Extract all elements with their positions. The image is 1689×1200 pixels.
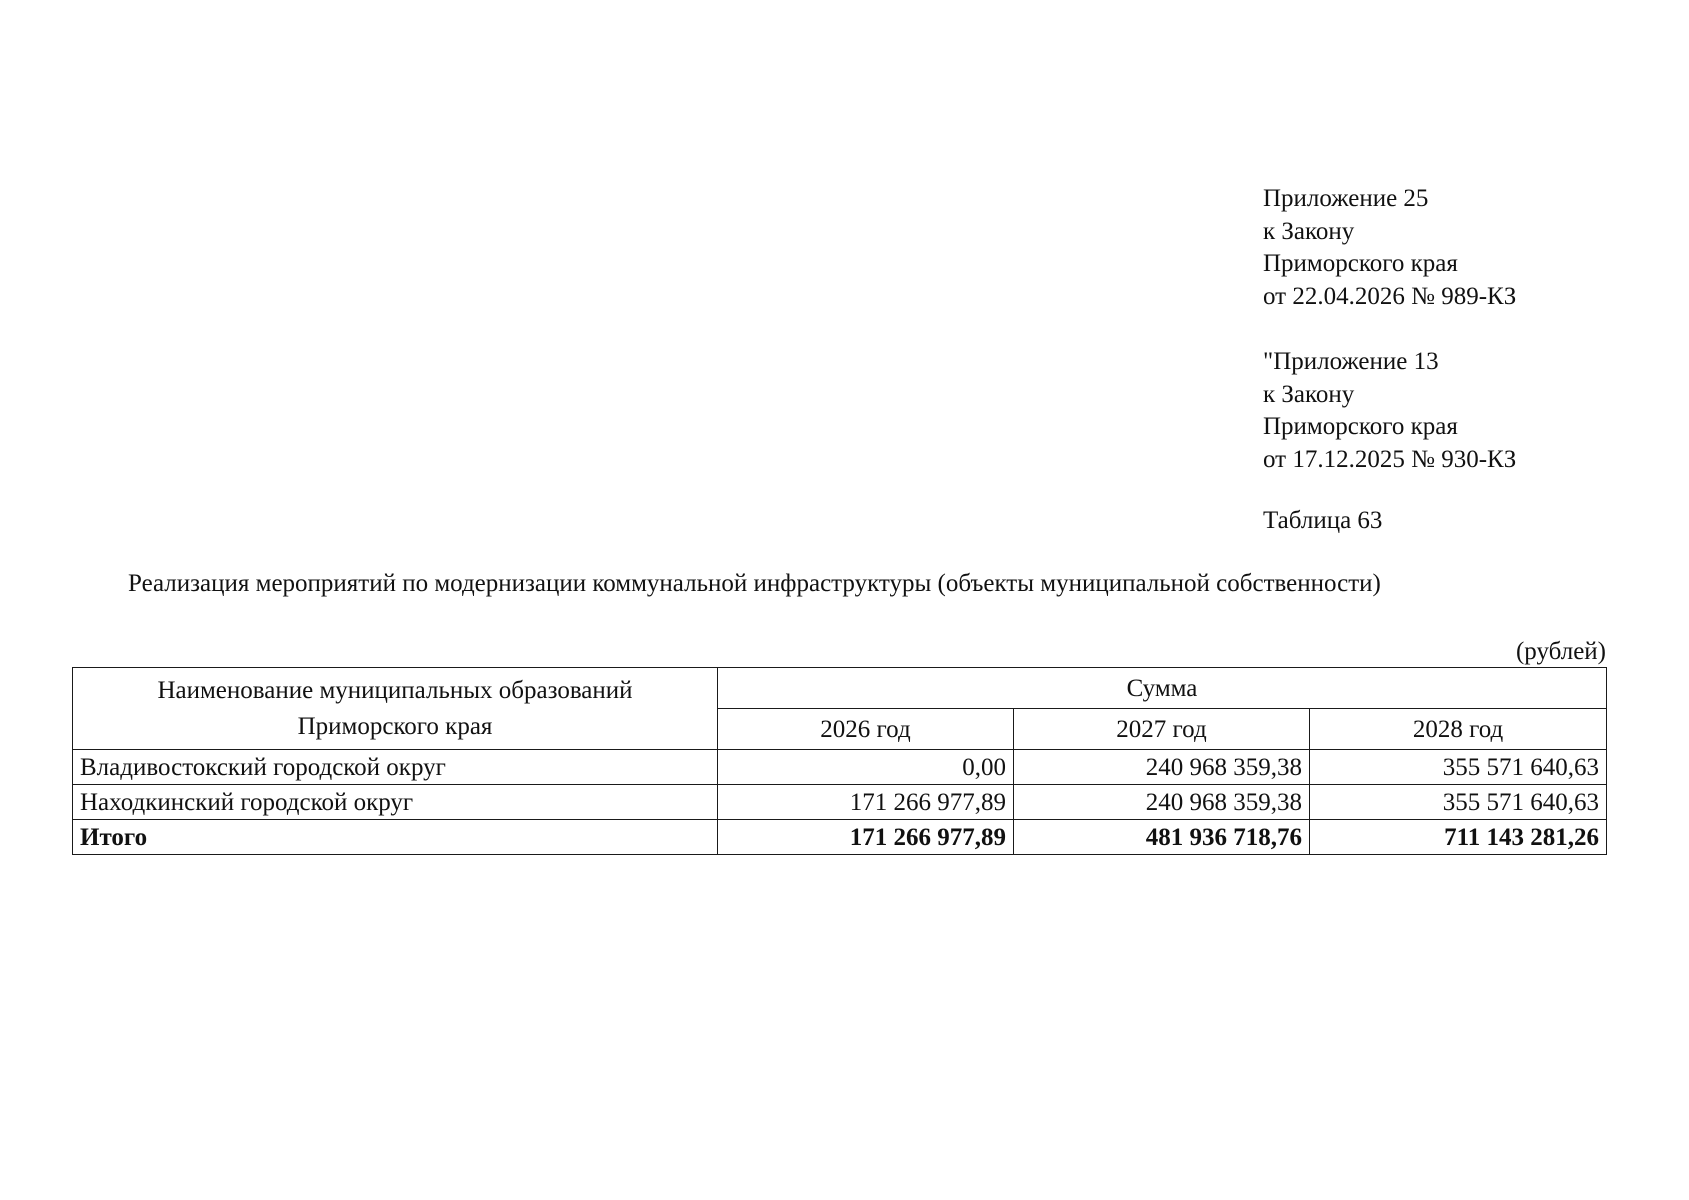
appendix-13-block	[1263, 346, 1516, 476]
table-row	[73, 750, 1607, 785]
budget-table	[72, 667, 1607, 855]
municipality-header-line1: Наименование муниципальных образований	[157, 676, 633, 704]
municipality-header-line2: Приморского края	[297, 712, 493, 740]
document-title: Реализация мероприятий по модернизации коммунальной инфраструктуры (объекты муниципальной собственности)	[128, 570, 1381, 597]
appendix-25-line2: к Закону	[1263, 217, 1355, 245]
year-header-2028: 2028 год	[1310, 709, 1607, 750]
appendix-13-line3: Приморского края	[1263, 413, 1458, 440]
total-row	[73, 820, 1607, 855]
appendix-13-line1: "Приложение 13	[1263, 348, 1439, 375]
table-number-label: Таблица 63	[1263, 507, 1383, 534]
year-header-2027: 2027 год	[1014, 709, 1310, 750]
amount-2027: 240 968 359,38	[1014, 750, 1310, 785]
total-2027: 481 936 718,76	[1014, 820, 1310, 855]
sum-column-header: Сумма	[718, 668, 1607, 709]
appendix-25-line4: от 22.04.2026 № 989-КЗ	[1263, 282, 1517, 310]
total-2026: 171 266 977,89	[718, 820, 1014, 855]
appendix-25-block	[1263, 183, 1516, 313]
amount-2028: 355 571 640,63	[1310, 750, 1607, 785]
amount-2026: 0,00	[718, 750, 1014, 785]
total-2028: 711 143 281,26	[1310, 820, 1607, 855]
municipality-column-header	[73, 668, 718, 750]
appendix-25-line1: Приложение 25	[1263, 185, 1429, 212]
amount-2026: 171 266 977,89	[718, 785, 1014, 820]
table-header-row	[73, 668, 1607, 709]
year-header-2026: 2026 год	[718, 709, 1014, 750]
municipality-name: Находкинский городской округ	[73, 785, 718, 820]
appendix-13-line4: от 17.12.2025 № 930-КЗ	[1263, 445, 1517, 473]
total-label: Итого	[73, 820, 718, 855]
amount-2027: 240 968 359,38	[1014, 785, 1310, 820]
table-row	[73, 785, 1607, 820]
appendix-13-line2: к Закону	[1263, 380, 1355, 408]
units-label: (рублей)	[1515, 638, 1606, 665]
amount-2028: 355 571 640,63	[1310, 785, 1607, 820]
municipality-name: Владивостокский городской округ	[73, 750, 718, 785]
appendix-25-line3: Приморского края	[1263, 250, 1458, 277]
